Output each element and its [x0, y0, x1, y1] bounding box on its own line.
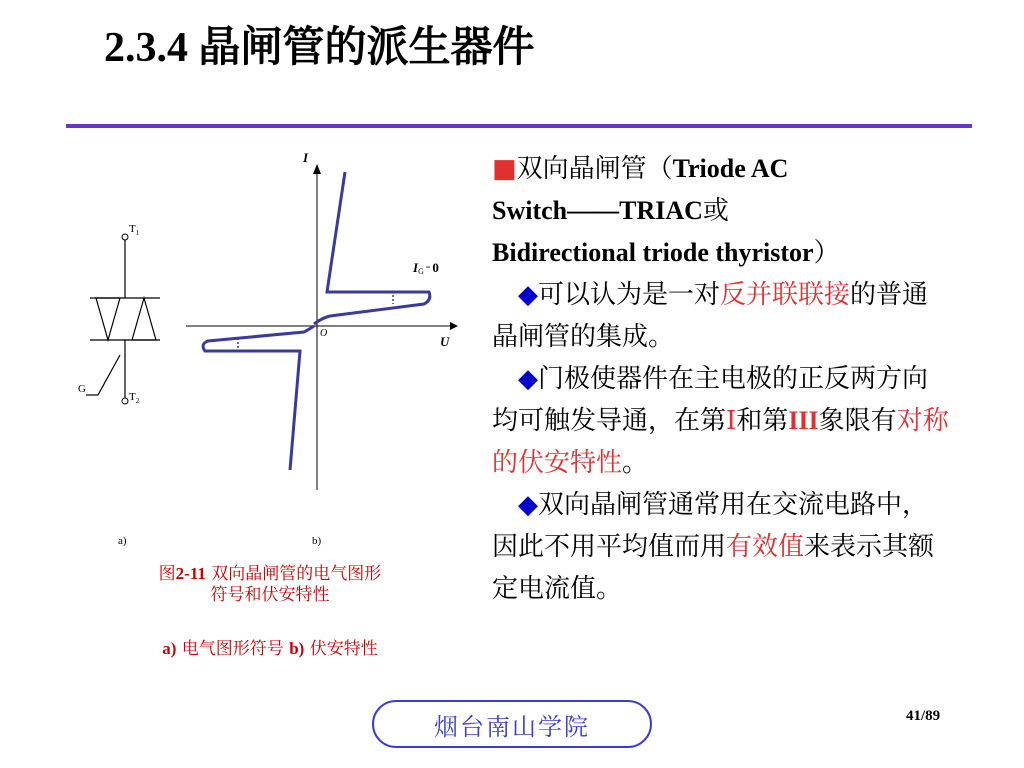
slide-title: 2.3.4 晶闸管的派生器件	[104, 25, 535, 71]
p2-text-d: 。	[622, 448, 649, 478]
origin-label: O	[320, 328, 328, 339]
t1-label: $T_1$	[129, 223, 140, 237]
p2-text-a: 门极使器件在主电极的正反两方向均可触发导通，在第	[492, 364, 929, 436]
caption-prefix: 图	[158, 564, 176, 584]
p3-highlight: 有效值	[726, 532, 805, 562]
content-text	[492, 148, 952, 610]
heading-or: 或	[702, 196, 729, 226]
y-axis-label: I	[303, 150, 309, 165]
subcaption-b-text: 伏安特性	[304, 639, 378, 659]
triac-symbol	[78, 223, 160, 547]
figure-caption	[90, 563, 450, 606]
t2-label: $T_2$	[129, 391, 140, 405]
p2-highlight-1: Ⅰ	[726, 406, 737, 436]
diamond-bullet-icon: ◆	[518, 280, 538, 310]
diamond-bullet-icon: ◆	[518, 364, 538, 394]
heading-en2: Switch——TRIAC	[492, 196, 703, 225]
caption-rest: 双向晶闸管的电气图形	[205, 564, 382, 584]
page-number: 41/89	[906, 708, 941, 724]
p1-text-a: 可以认为是一对	[538, 280, 721, 310]
heading-close: ）	[813, 238, 840, 268]
p2-text-c: 象限有	[818, 406, 897, 436]
school-footer-badge: 烟台南山学院	[372, 700, 652, 748]
figure-subcaption	[90, 634, 450, 659]
iv-characteristic	[186, 150, 458, 547]
label-a: a)	[118, 535, 127, 547]
square-bullet-icon: ■	[492, 154, 517, 184]
p1-text-b: 的普通晶闸管的集成。	[492, 280, 929, 352]
subcaption-a-text: 电气图形符号	[176, 639, 290, 659]
curve-q1	[314, 172, 430, 324]
curve-q3	[203, 326, 314, 470]
label-b: b)	[312, 535, 322, 547]
triac-figure	[60, 140, 480, 560]
p2-highlight-3: 对称的伏安特性	[492, 406, 949, 478]
diamond-bullet-icon: ◆	[518, 490, 538, 520]
p2-text-b: 和第	[736, 406, 789, 436]
paragraph-3	[492, 484, 952, 610]
caption-number: 2-11	[175, 564, 206, 583]
subcaption-b: b)	[289, 639, 305, 658]
heading-en1: Triode AC	[672, 154, 789, 183]
heading-en3: Bidirectional triode thyristor	[492, 238, 814, 267]
title-divider	[66, 124, 972, 128]
p3-text-a: 双向晶闸管通常用在交流电路中，因此不用平均值而用	[492, 490, 929, 562]
paragraph-1	[492, 274, 952, 358]
ig-label: IG = 0	[413, 260, 439, 276]
x-axis-label: U	[440, 334, 450, 349]
paragraph-2	[492, 358, 952, 484]
p2-highlight-2: III	[788, 406, 819, 435]
heading-paragraph	[492, 148, 952, 274]
p3-text-b: 来表示其额定电流值。	[492, 532, 935, 604]
p1-highlight: 反并联联接	[720, 280, 851, 310]
subcaption-a: a)	[162, 639, 177, 658]
caption-line2: 符号和伏安特性	[210, 585, 330, 605]
heading-cn: 双向晶闸管（	[516, 154, 673, 184]
gate-label: G	[78, 383, 86, 395]
